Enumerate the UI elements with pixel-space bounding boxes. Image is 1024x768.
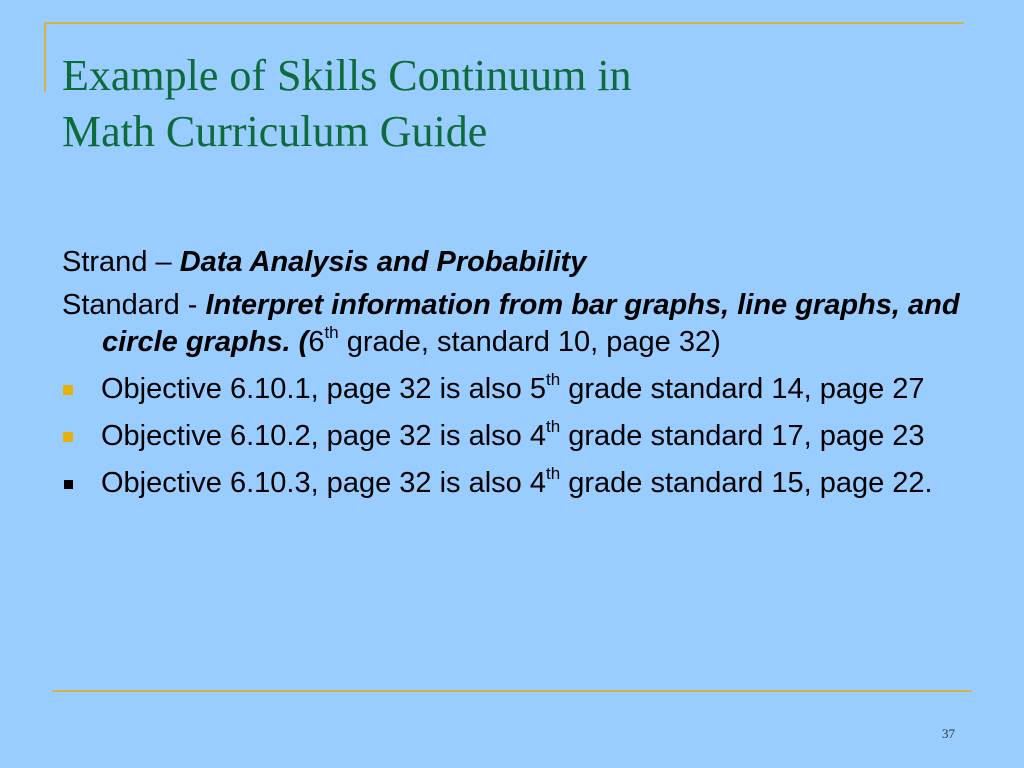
objective-2-rest: grade standard 17, page 23 [560,420,925,452]
top-rule [44,22,964,24]
objective-3-text: Objective 6.10.3, page 32 is also 4 [101,467,546,499]
objective-item-2 [62,418,962,455]
standard-line [62,287,962,361]
objective-2-sup: th [545,417,561,437]
objective-2-text: Objective 6.10.2, page 32 is also 4 [101,420,546,452]
objective-1-text: Objective 6.10.1, page 32 is also 5 [101,373,546,405]
standard-grade-num: 6 [308,326,325,358]
standard-label: Standard - [62,289,206,321]
bottom-rule [52,690,972,692]
title-line-2: Math Curriculum Guide [62,107,488,156]
strand-label: Strand – [62,246,180,278]
objective-item-1 [62,371,962,408]
slide-body [62,244,962,502]
page-number: 37 [942,726,955,741]
standard-rest: grade, standard 10, page 32) [338,326,721,358]
square-bullet-icon [64,480,73,489]
objective-3-rest: grade standard 15, page 22. [560,467,933,499]
objective-item-3 [62,465,962,502]
strand-line [62,244,962,281]
objective-1-rest: grade standard 14, page 27 [560,373,925,405]
standard-value-end: . ( [282,326,309,358]
standard-value: Interpret information from bar graphs, line graphs, and circle graphs [102,289,960,358]
left-rule [44,22,46,92]
standard-grade-sup: th [324,323,339,343]
title-line-1: Example of Skills Continuum in [62,51,632,100]
objective-1-sup: th [545,370,561,390]
square-bullet-icon [63,385,73,395]
square-bullet-icon [63,432,73,442]
objective-3-sup: th [545,464,561,484]
slide-title [62,48,962,160]
strand-value: Data Analysis and Probability [179,246,587,278]
